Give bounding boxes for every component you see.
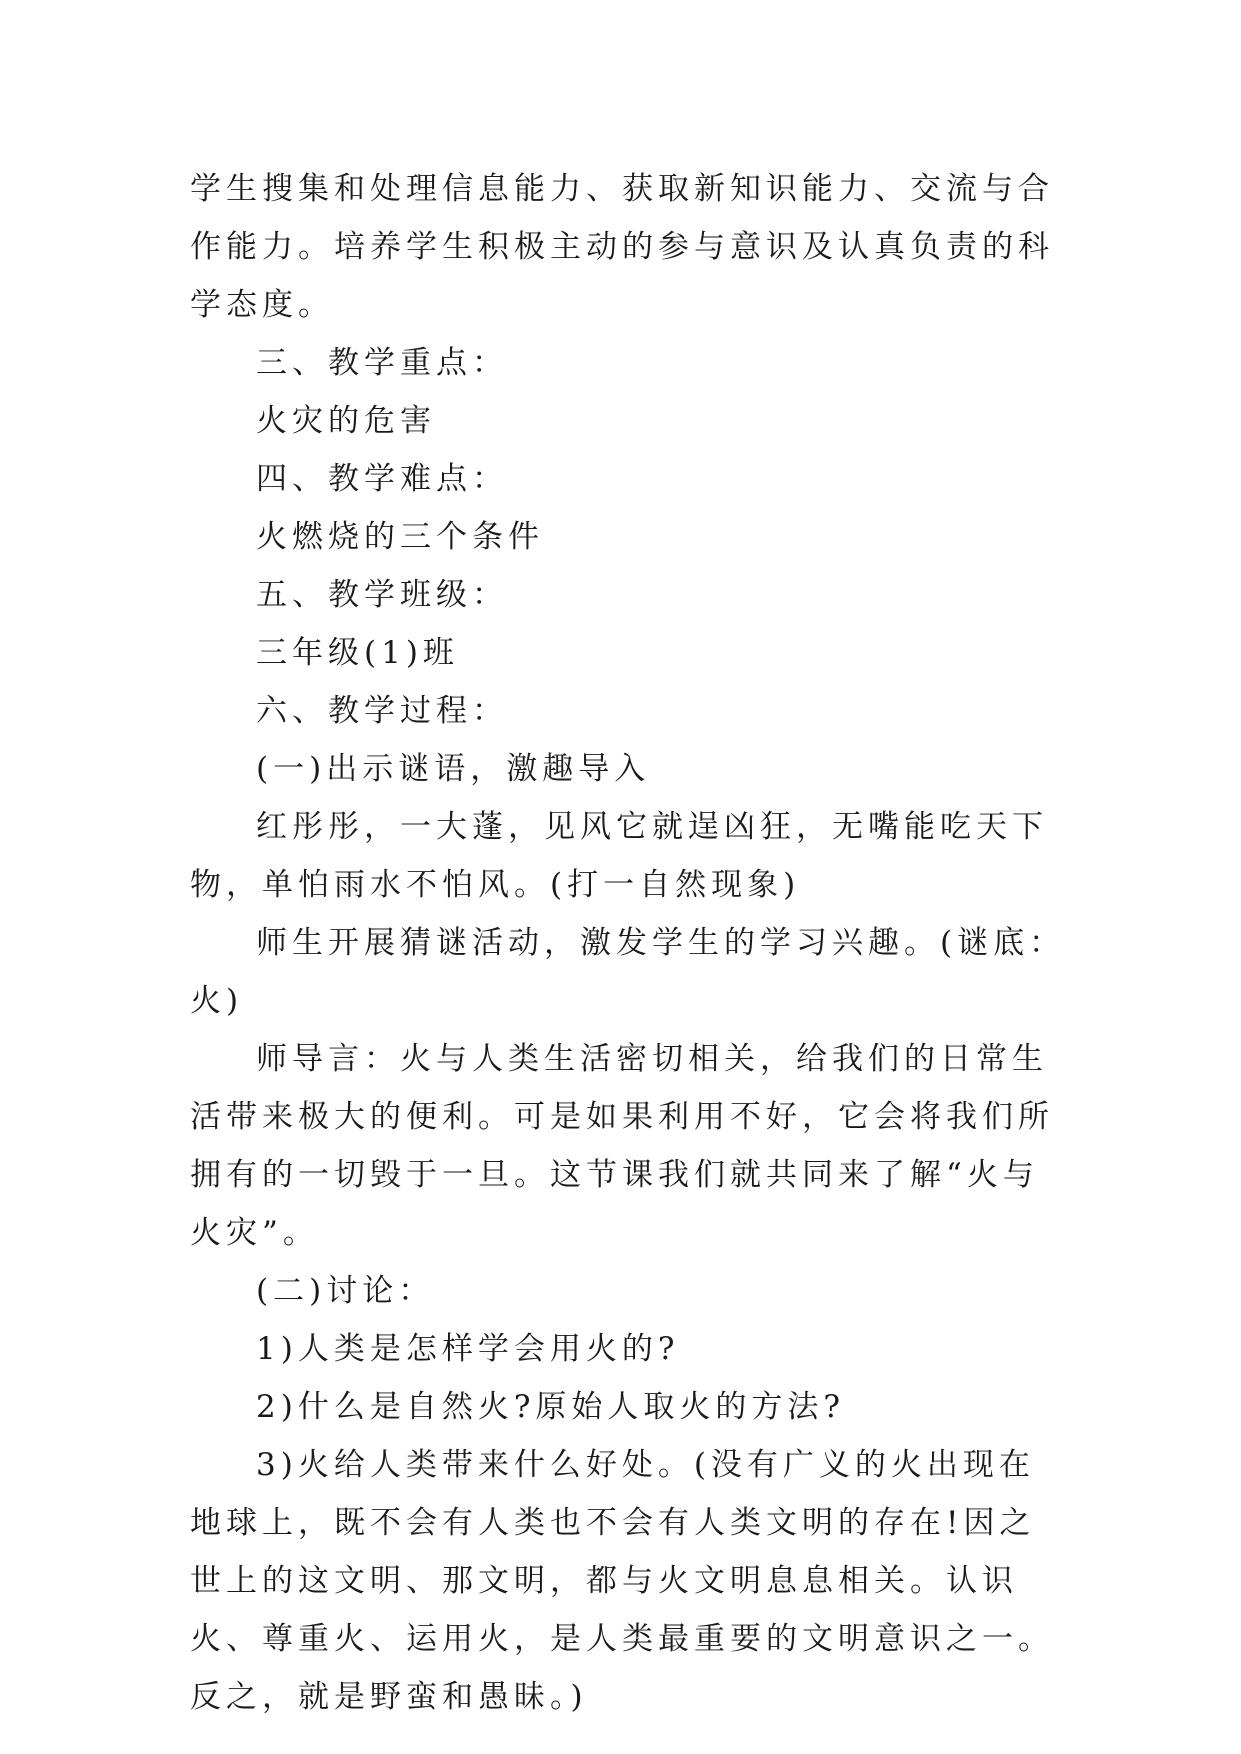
subsection-heading: (一)出示谜语，激趣导入 (256, 751, 651, 787)
section-heading: 四、教学难点： (256, 461, 508, 497)
paragraph: 师生开展猜谜活动，激发学生的学习兴趣。(谜底：火) (190, 925, 1066, 1019)
paragraph: 学生搜集和处理信息能力、获取新知识能力、交流与合作能力。培养学生积极主动的参与意识及认真负责的科学态度。 (190, 171, 1054, 323)
document-body (190, 160, 1070, 1726)
paragraph: 火燃烧的三个条件 (256, 519, 544, 555)
paragraph: 三年级(1)班 (256, 635, 459, 671)
subsection-heading: (二)讨论： (256, 1273, 435, 1309)
section-heading: 五、教学班级： (256, 577, 508, 613)
paragraph: 火灾的危害 (256, 403, 436, 439)
list-item: 1)人类是怎样学会用火的? (256, 1331, 680, 1367)
list-item: 3)火给人类带来什么好处。(没有广义的火出现在地球上，既不会有人类也不会有人类文明的存在!因之世上的这文明、那文明，都与火文明息息相关。认识火、尊重火、运用火，是人类最重要的文明意识之一。反之，就是野蛮和愚昧。) (190, 1447, 1054, 1715)
paragraph: 红彤彤，一大蓬，见风它就逞凶狂，无嘴能吃天下物，单怕雨水不怕风。(打一自然现象) (190, 809, 1048, 903)
section-heading: 三、教学重点： (256, 345, 508, 381)
list-item: 2)什么是自然火?原始人取火的方法? (256, 1389, 846, 1425)
section-heading: 六、教学过程： (256, 693, 508, 729)
paragraph: 师导言：火与人类生活密切相关，给我们的日常生活带来极大的便利。可是如果利用不好，它会将我们所拥有的一切毁于一旦。这节课我们就共同来了解“火与火灾”。 (190, 1041, 1054, 1251)
